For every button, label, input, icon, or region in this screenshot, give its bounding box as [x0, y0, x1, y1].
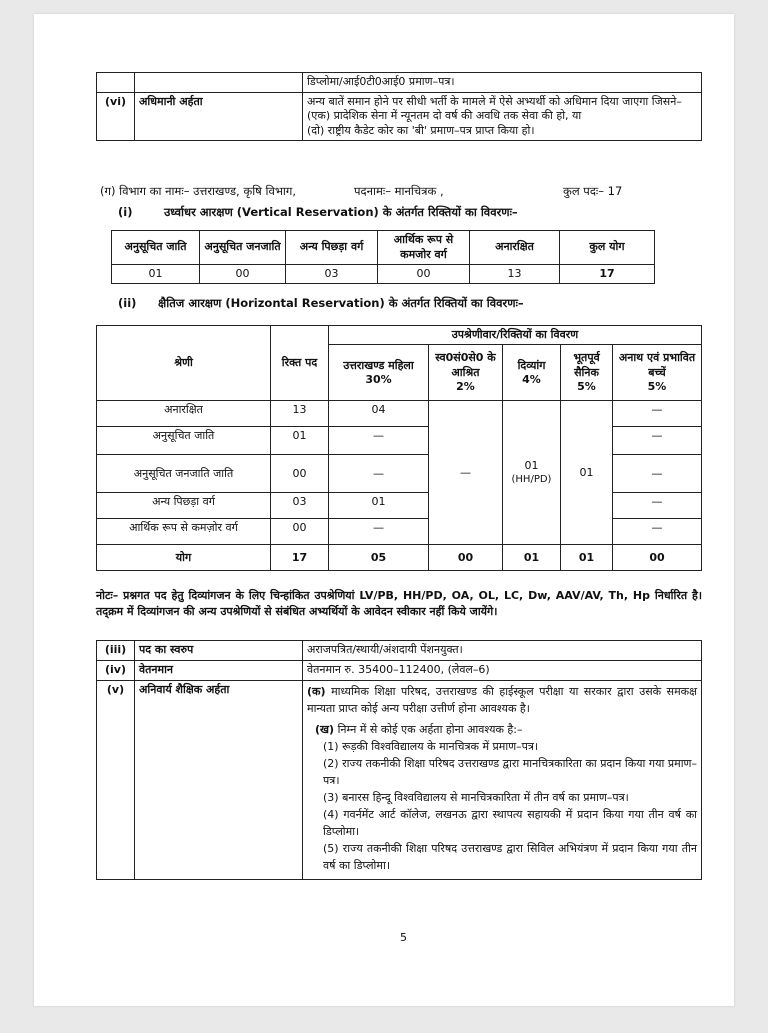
header-vacant-posts: रिक्त पद — [271, 326, 329, 401]
header-sc: अनुसूचित जाति — [112, 231, 200, 265]
value-unreserved: 13 — [470, 265, 560, 284]
total-women: 05 — [329, 545, 429, 571]
horizontal-reservation-table — [96, 325, 702, 571]
vertical-heading-number: (i) — [118, 205, 133, 219]
total-label: योग — [97, 545, 271, 571]
qualification-text — [303, 681, 702, 880]
header-freedom-fighter-dependents: स्व0सं0से0 के आश्रित 2% — [429, 345, 503, 401]
divyang-note: नोटः– प्रश्नगत पद हेतु दिव्यांगजन के लिए चिन्हांकित उपश्रेणियां LV/PB, HH/PD, OA, OL, LC, Dw, AAV/AV, Th, Hp निर्धारित है। तद्क्रम में दिव्यांगजन की अन्य उपश्रेणियों से संबंधित अभ्यर्थियों के आवेदन स्वीकार नहीं किये जायेंगे। — [96, 589, 702, 618]
header-divyang: दिव्यांग 4% — [503, 345, 561, 401]
horizontal-heading: क्षैतिज आरक्षण (Horizontal Reservation) के अंतर्गत रिक्तियों का विवरणः– — [158, 296, 524, 310]
preference-line: (एक) प्रादेशिक सेना में न्यूनतम दो वर्ष की अवधि तक सेवा की हो, या — [307, 109, 582, 123]
merged-cell-divyang: 01 (HH/PD) — [503, 401, 561, 545]
total-vacant: 17 — [271, 545, 329, 571]
table-cell-vacant: 00 — [271, 519, 329, 545]
table-cell-orphan: — — [613, 455, 702, 493]
header-ex-servicemen: भूतपूर्व सैनिक 5% — [561, 345, 613, 401]
list-item: (1) रूड़की विश्वविद्यालय के मानचित्रक में प्रमाण–पत्र। — [323, 740, 539, 754]
table-row-category: अन्य पिछड़ा वर्ग — [97, 493, 271, 519]
header-subcategory-group: उपश्रेणीवार/रिक्तियों का विवरण — [329, 326, 702, 345]
post-name: पदनामः– मानचित्रक , — [354, 184, 444, 198]
list-item: (5) राज्य तकनीकी शिक्षा परिषद उत्तराखण्ड द्वारा सिविल अभियंत्रण में प्रदान किया गया तीन वर्ष का डिप्लोमा। — [323, 842, 697, 873]
table-cell-orphan: — — [613, 519, 702, 545]
table-row-category: अनुसूचित जाति — [97, 427, 271, 455]
diploma-line: डिप्लोमा/आई0टी0आई0 प्रमाण–पत्र। — [303, 73, 702, 93]
header-total: कुल योग — [560, 231, 655, 265]
table-cell-women: — — [329, 427, 429, 455]
table-cell-vacant: 03 — [271, 493, 329, 519]
row-number: (vi) — [97, 93, 135, 141]
value-total: 17 — [560, 265, 655, 284]
table-cell-orphan: — — [613, 401, 702, 427]
table-cell-vacant: 13 — [271, 401, 329, 427]
row-number: (v) — [97, 681, 135, 880]
header-obc: अन्य पिछड़ा वर्ग — [286, 231, 378, 265]
pay-scale-label: वेतनमान — [135, 661, 303, 681]
total-orphan: 00 — [613, 545, 702, 571]
qualification-label: अनिवार्य शैक्षिक अर्हता — [135, 681, 303, 880]
table-cell-orphan: — — [613, 427, 702, 455]
table-cell-women: 01 — [329, 493, 429, 519]
value-sc: 01 — [112, 265, 200, 284]
table-cell-vacant: 01 — [271, 427, 329, 455]
header-uk-women: उत्तराखण्ड महिला 30% — [329, 345, 429, 401]
value-ews: 00 — [378, 265, 470, 284]
pay-scale-value: वेतनमान रु. 35400–112400, (लेवल–6) — [303, 661, 702, 681]
preference-text — [303, 93, 702, 141]
vertical-reservation-table — [111, 230, 655, 284]
row-number: (iv) — [97, 661, 135, 681]
vertical-heading: उर्ध्वाधर आरक्षण (Vertical Reservation) के अंतर्गत रिक्तियों का विवरणः– — [164, 205, 518, 219]
value-st: 00 — [200, 265, 286, 284]
header-st: अनुसूचित जनजाति — [200, 231, 286, 265]
table-row-category: आर्थिक रूप से कमज़ोर वर्ग — [97, 519, 271, 545]
table-row-category: अनुसूचित जनजाति जाति — [97, 455, 271, 493]
table-cell-women: 04 — [329, 401, 429, 427]
row-number: (iii) — [97, 641, 135, 661]
merged-cell-ff: — — [429, 401, 503, 545]
page-number: 5 — [400, 931, 407, 944]
merged-cell-ex-servicemen: 01 — [561, 401, 613, 545]
top-table — [96, 72, 702, 141]
table-cell-vacant: 00 — [271, 455, 329, 493]
list-item: (4) गवर्नमेंट आर्ट कॉलेज, लखनऊ द्वारा स्थापत्य सहायकी में प्रदान किया गया तीन वर्ष का डिप्लोमा। — [323, 808, 697, 839]
post-nature-value: अराजपत्रित/स्थायी/अंशदायी पेंशनयुक्त। — [303, 641, 702, 661]
table-row-category: अनारक्षित — [97, 401, 271, 427]
preference-line: (दो) राष्ट्रीय कैडेट कोर का 'बी' प्रमाण–पत्र प्राप्त किया हो। — [307, 123, 535, 137]
total-ff: 00 — [429, 545, 503, 571]
department-line: (ग) विभाग का नामः– उत्तराखण्ड, कृषि विभाग, — [100, 184, 297, 198]
qualification-ka: (क) माध्यमिक शिक्षा परिषद, उत्तराखण्ड की हाईस्कूल परीक्षा या सरकार द्वारा उसके समकक्ष मान्यता प्राप्त कोई अन्य परीक्षा उत्तीर्ण होना आवश्यक है। — [307, 685, 698, 716]
header-ews: आर्थिक रूप से कमजोर वर्ग — [378, 231, 470, 265]
table-cell-women: — — [329, 519, 429, 545]
value-obc: 03 — [286, 265, 378, 284]
header-orphan-children: अनाथ एवं प्रभावित बच्चें 5% — [613, 345, 702, 401]
total-posts: कुल पदः– 17 — [563, 184, 623, 198]
bottom-table — [96, 640, 702, 880]
header-category: श्रेणी — [97, 326, 271, 401]
header-unreserved: अनारक्षित — [470, 231, 560, 265]
qualification-kha: (ख) निम्न में से कोई एक अर्हता होना आवश्यक है:– — [315, 723, 523, 737]
table-cell-orphan: — — [613, 493, 702, 519]
post-nature-label: पद का स्वरुप — [135, 641, 303, 661]
table-cell-women: — — [329, 455, 429, 493]
horizontal-heading-number: (ii) — [118, 296, 137, 310]
list-item: (2) राज्य तकनीकी शिक्षा परिषद उत्तराखण्ड द्वारा मानचित्रकारिता का प्रदान किया गया प्रमाण–पत्र। — [323, 757, 697, 788]
list-item: (3) बनारस हिन्दू विश्वविद्यालय से मानचित्रकारिता में तीन वर्ष का प्रमाण–पत्र। — [323, 791, 629, 805]
preference-line: अन्य बातें समान होने पर सीधी भर्ती के मामले में ऐसे अभ्यर्थी को अधिमान दिया जाएगा जिसने– — [307, 95, 682, 108]
total-divyang: 01 — [503, 545, 561, 571]
total-ex-servicemen: 01 — [561, 545, 613, 571]
preference-label: अधिमानी अर्हता — [135, 93, 303, 141]
